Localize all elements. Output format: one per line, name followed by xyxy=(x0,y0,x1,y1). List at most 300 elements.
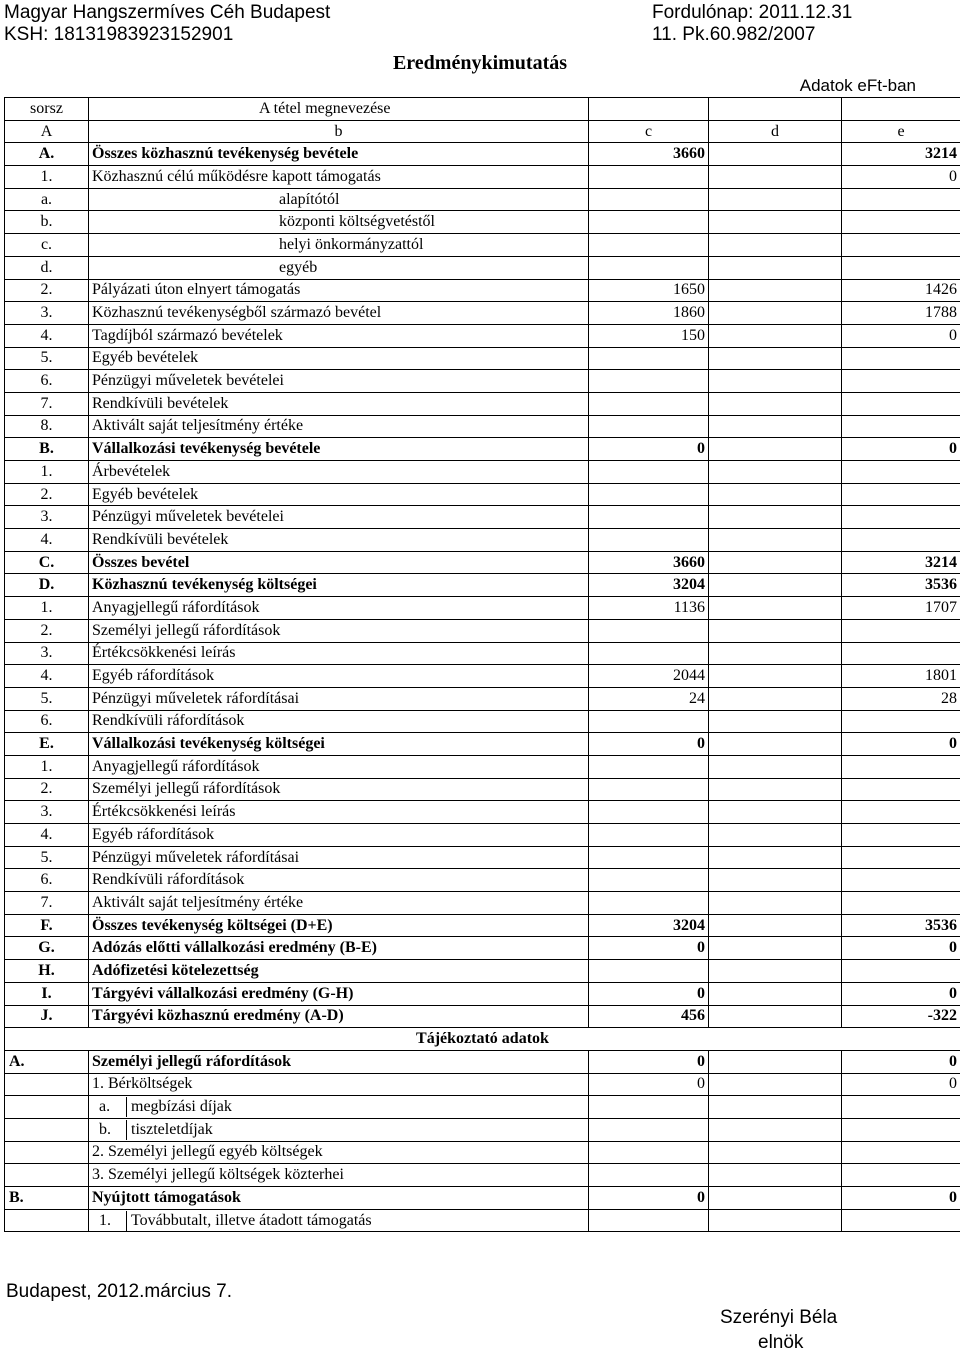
value-previous-year: 3204 xyxy=(589,574,709,597)
table-row xyxy=(5,687,960,710)
value-current-year xyxy=(842,710,960,733)
row-label: Anyagjellegű ráfordítások xyxy=(89,755,589,778)
value-current-year xyxy=(842,755,960,778)
value-previous-year xyxy=(589,529,709,552)
value-column-d xyxy=(709,846,842,869)
value-previous-year xyxy=(589,846,709,869)
table-row xyxy=(5,733,960,756)
value-column-d xyxy=(709,597,842,620)
value-previous-year xyxy=(589,461,709,484)
info-value-column-d xyxy=(709,1141,842,1164)
info-value-previous-year xyxy=(589,1096,709,1119)
table-row xyxy=(5,506,960,529)
value-current-year: -322 xyxy=(842,1005,960,1028)
info-row xyxy=(5,1050,960,1073)
value-previous-year: 1650 xyxy=(589,279,709,302)
row-number: G. xyxy=(5,937,89,960)
row-label: Összes közhasznú tevékenység bevétele xyxy=(89,143,589,166)
row-number: J. xyxy=(5,1005,89,1028)
value-previous-year xyxy=(589,619,709,642)
row-number: 5. xyxy=(5,846,89,869)
row-label: Egyéb ráfordítások xyxy=(89,665,589,688)
row-label: Pénzügyi műveletek ráfordításai xyxy=(89,846,589,869)
value-column-d xyxy=(709,914,842,937)
row-label: Egyéb bevételek xyxy=(89,483,589,506)
value-previous-year: 1860 xyxy=(589,302,709,325)
value-column-d xyxy=(709,256,842,279)
row-label: Rendkívüli bevételek xyxy=(89,392,589,415)
header-item-name: A tétel megnevezése xyxy=(89,98,589,121)
info-value-current-year xyxy=(842,1118,960,1141)
value-current-year xyxy=(842,869,960,892)
value-previous-year: 0 xyxy=(589,937,709,960)
info-section-title: Tájékoztató adatok xyxy=(5,1028,960,1051)
row-label: Összes bevétel xyxy=(89,551,589,574)
info-value-column-d xyxy=(709,1118,842,1141)
table-row xyxy=(5,302,960,325)
value-previous-year xyxy=(589,960,709,983)
info-value-column-d xyxy=(709,1187,842,1210)
value-current-year: 3214 xyxy=(842,551,960,574)
info-row-number xyxy=(5,1209,89,1232)
row-number: 2. xyxy=(5,619,89,642)
info-row-number xyxy=(5,1141,89,1164)
letter-d: d xyxy=(709,120,842,143)
value-current-year xyxy=(842,483,960,506)
value-column-d xyxy=(709,438,842,461)
info-row-sub-number: b. xyxy=(89,1120,127,1140)
row-label: Személyi jellegű ráfordítások xyxy=(89,619,589,642)
row-number: 7. xyxy=(5,392,89,415)
info-value-previous-year xyxy=(589,1141,709,1164)
info-row xyxy=(5,1209,960,1232)
value-column-d xyxy=(709,188,842,211)
table-row xyxy=(5,869,960,892)
table-row xyxy=(5,801,960,824)
value-current-year xyxy=(842,392,960,415)
value-column-d xyxy=(709,937,842,960)
value-previous-year xyxy=(589,869,709,892)
table-row xyxy=(5,392,960,415)
row-label: Közhasznú tevékenység költségei xyxy=(89,574,589,597)
value-current-year xyxy=(842,619,960,642)
value-current-year xyxy=(842,415,960,438)
table-row xyxy=(5,461,960,484)
value-current-year xyxy=(842,778,960,801)
info-row-label: 1. Bérköltségek xyxy=(89,1073,589,1096)
value-column-d xyxy=(709,733,842,756)
value-previous-year xyxy=(589,370,709,393)
value-column-d xyxy=(709,279,842,302)
value-previous-year: 1136 xyxy=(589,597,709,620)
info-row xyxy=(5,1187,960,1210)
info-row xyxy=(5,1164,960,1187)
letter-a: A xyxy=(5,120,89,143)
row-number: 5. xyxy=(5,687,89,710)
value-previous-year: 456 xyxy=(589,1005,709,1028)
value-current-year: 3536 xyxy=(842,574,960,597)
value-previous-year: 0 xyxy=(589,982,709,1005)
value-current-year xyxy=(842,347,960,370)
info-row xyxy=(5,1096,960,1119)
row-label: Tárgyévi vállalkozási eredmény (G-H) xyxy=(89,982,589,1005)
row-label: Összes tevékenység költségei (D+E) xyxy=(89,914,589,937)
row-label: helyi önkormányzattól xyxy=(89,234,589,257)
row-number: 7. xyxy=(5,892,89,915)
row-number: 3. xyxy=(5,302,89,325)
row-number: 2. xyxy=(5,778,89,801)
row-label: Rendkívüli ráfordítások xyxy=(89,710,589,733)
table-row xyxy=(5,234,960,257)
value-column-d xyxy=(709,392,842,415)
table-row xyxy=(5,665,960,688)
value-previous-year: 3660 xyxy=(589,551,709,574)
info-value-column-d xyxy=(709,1096,842,1119)
row-label: Tárgyévi közhasznú eredmény (A-D) xyxy=(89,1005,589,1028)
info-value-column-d xyxy=(709,1209,842,1232)
value-column-d xyxy=(709,687,842,710)
table-row xyxy=(5,846,960,869)
info-row-label xyxy=(89,1118,589,1141)
table-row xyxy=(5,982,960,1005)
row-number: 4. xyxy=(5,824,89,847)
table-row xyxy=(5,551,960,574)
row-number: 3. xyxy=(5,801,89,824)
row-number: c. xyxy=(5,234,89,257)
row-number: 1. xyxy=(5,166,89,189)
value-current-year xyxy=(842,642,960,665)
value-previous-year xyxy=(589,415,709,438)
row-label: Értékcsökkenési leírás xyxy=(89,642,589,665)
letter-e: e xyxy=(842,120,960,143)
row-number: d. xyxy=(5,256,89,279)
table-row xyxy=(5,279,960,302)
table-row xyxy=(5,483,960,506)
row-label: Személyi jellegű ráfordítások xyxy=(89,778,589,801)
row-label: Pénzügyi műveletek bevételei xyxy=(89,506,589,529)
row-number: b. xyxy=(5,211,89,234)
row-number: 1. xyxy=(5,755,89,778)
value-column-d xyxy=(709,143,842,166)
row-label: Pénzügyi műveletek ráfordításai xyxy=(89,687,589,710)
value-column-d xyxy=(709,551,842,574)
value-current-year xyxy=(842,960,960,983)
info-row-sub-label: tiszteletdíjak xyxy=(131,1120,213,1138)
row-label: Tagdíjból származó bevételek xyxy=(89,324,589,347)
value-column-d xyxy=(709,370,842,393)
info-row-number: A. xyxy=(5,1050,89,1073)
row-label: Aktivált saját teljesítmény értéke xyxy=(89,892,589,915)
value-column-d xyxy=(709,892,842,915)
document-title: Eredménykimutatás xyxy=(392,52,568,74)
table-row xyxy=(5,937,960,960)
value-column-d xyxy=(709,347,842,370)
value-column-d xyxy=(709,982,842,1005)
signer-role: elnök xyxy=(758,1332,804,1353)
value-current-year: 1788 xyxy=(842,302,960,325)
info-row-label: 2. Személyi jellegű egyéb költségek xyxy=(89,1141,589,1164)
value-previous-year xyxy=(589,234,709,257)
info-row-number xyxy=(5,1164,89,1187)
row-label: Adófizetési kötelezettség xyxy=(89,960,589,983)
value-column-d xyxy=(709,824,842,847)
row-number: 6. xyxy=(5,869,89,892)
info-value-current-year xyxy=(842,1164,960,1187)
registry-number: 11. Pk.60.982/2007 xyxy=(652,24,816,45)
value-column-d xyxy=(709,461,842,484)
info-row-sub-number: 1. xyxy=(89,1211,127,1231)
table-row xyxy=(5,960,960,983)
value-current-year xyxy=(842,234,960,257)
table-row xyxy=(5,710,960,733)
value-current-year: 0 xyxy=(842,733,960,756)
letter-b: b xyxy=(89,120,589,143)
value-current-year: 28 xyxy=(842,687,960,710)
value-column-d xyxy=(709,755,842,778)
value-previous-year xyxy=(589,506,709,529)
info-value-previous-year xyxy=(589,1164,709,1187)
value-previous-year xyxy=(589,801,709,824)
row-number: 2. xyxy=(5,279,89,302)
value-current-year: 0 xyxy=(842,438,960,461)
row-label: Egyéb bevételek xyxy=(89,347,589,370)
info-value-current-year xyxy=(842,1096,960,1119)
value-column-d xyxy=(709,166,842,189)
table-row xyxy=(5,619,960,642)
info-row-sub-number: a. xyxy=(89,1097,127,1117)
value-column-d xyxy=(709,801,842,824)
info-value-current-year: 0 xyxy=(842,1050,960,1073)
value-column-d xyxy=(709,869,842,892)
value-previous-year xyxy=(589,392,709,415)
info-title-row xyxy=(5,1028,960,1051)
value-column-d xyxy=(709,574,842,597)
value-previous-year: 3660 xyxy=(589,143,709,166)
info-row xyxy=(5,1073,960,1096)
value-previous-year xyxy=(589,188,709,211)
table-row xyxy=(5,597,960,620)
unit-note: Adatok eFt-ban xyxy=(799,76,916,95)
row-number: H. xyxy=(5,960,89,983)
table-row xyxy=(5,324,960,347)
table-row xyxy=(5,256,960,279)
value-current-year xyxy=(842,506,960,529)
table-row xyxy=(5,415,960,438)
value-previous-year: 0 xyxy=(589,438,709,461)
row-number: 3. xyxy=(5,506,89,529)
row-number: 4. xyxy=(5,324,89,347)
value-current-year xyxy=(842,801,960,824)
row-label: Pályázati úton elnyert támogatás xyxy=(89,279,589,302)
row-number: 8. xyxy=(5,415,89,438)
value-current-year: 1707 xyxy=(842,597,960,620)
row-label: Közhasznú tevékenységből származó bevétel xyxy=(89,302,589,325)
row-number: B. xyxy=(5,438,89,461)
info-value-previous-year: 0 xyxy=(589,1073,709,1096)
table-row xyxy=(5,574,960,597)
table-row xyxy=(5,347,960,370)
info-row-sub-label: megbízási díjak xyxy=(131,1098,232,1116)
value-column-d xyxy=(709,665,842,688)
value-column-d xyxy=(709,415,842,438)
value-previous-year: 3204 xyxy=(589,914,709,937)
row-number: 3. xyxy=(5,642,89,665)
info-value-previous-year: 0 xyxy=(589,1050,709,1073)
value-previous-year xyxy=(589,778,709,801)
row-number: D. xyxy=(5,574,89,597)
value-column-d xyxy=(709,211,842,234)
table-row xyxy=(5,642,960,665)
row-number: 4. xyxy=(5,665,89,688)
row-label: Közhasznú célú működésre kapott támogatás xyxy=(89,166,589,189)
value-previous-year xyxy=(589,166,709,189)
row-number: 1. xyxy=(5,597,89,620)
header-sorsz: sorsz xyxy=(5,98,89,121)
value-column-d xyxy=(709,960,842,983)
value-previous-year xyxy=(589,755,709,778)
value-current-year: 0 xyxy=(842,982,960,1005)
value-column-d xyxy=(709,529,842,552)
value-column-d xyxy=(709,483,842,506)
column-header-row xyxy=(5,98,960,121)
info-value-current-year xyxy=(842,1141,960,1164)
value-current-year xyxy=(842,211,960,234)
value-current-year xyxy=(842,846,960,869)
info-row-label: Nyújtott támogatások xyxy=(89,1187,589,1210)
table-row xyxy=(5,824,960,847)
table-row xyxy=(5,143,960,166)
info-row-number xyxy=(5,1073,89,1096)
tax-id: KSH: 18131983923152901 xyxy=(4,24,234,45)
info-row xyxy=(5,1141,960,1164)
value-current-year: 0 xyxy=(842,937,960,960)
row-label: Rendkívüli ráfordítások xyxy=(89,869,589,892)
value-previous-year xyxy=(589,347,709,370)
info-row-label: 3. Személyi jellegű költségek közterhei xyxy=(89,1164,589,1187)
row-number: 5. xyxy=(5,347,89,370)
value-previous-year xyxy=(589,710,709,733)
row-number: F. xyxy=(5,914,89,937)
value-current-year xyxy=(842,529,960,552)
value-previous-year xyxy=(589,892,709,915)
value-column-d xyxy=(709,642,842,665)
table-row xyxy=(5,755,960,778)
row-number: 1. xyxy=(5,461,89,484)
info-row-number: B. xyxy=(5,1187,89,1210)
value-current-year xyxy=(842,824,960,847)
value-previous-year xyxy=(589,483,709,506)
row-number: a. xyxy=(5,188,89,211)
value-current-year: 0 xyxy=(842,324,960,347)
row-label: Aktivált saját teljesítmény értéke xyxy=(89,415,589,438)
value-current-year xyxy=(842,892,960,915)
place-and-date: Budapest, 2012.március 7. xyxy=(6,1281,233,1302)
info-row-label: Személyi jellegű ráfordítások xyxy=(89,1050,589,1073)
row-label: központi költségvetéstől xyxy=(89,211,589,234)
row-number: E. xyxy=(5,733,89,756)
reporting-date: Fordulónap: 2011.12.31 xyxy=(652,2,853,23)
value-current-year xyxy=(842,461,960,484)
value-column-d xyxy=(709,234,842,257)
info-row xyxy=(5,1118,960,1141)
info-row-sub-label: Továbbutalt, illetve átadott támogatás xyxy=(131,1211,372,1229)
value-column-d xyxy=(709,324,842,347)
info-value-current-year xyxy=(842,1209,960,1232)
organization-name: Magyar Hangszermíves Céh Budapest xyxy=(4,2,331,23)
column-letter-row xyxy=(5,120,960,143)
table-row xyxy=(5,370,960,393)
value-current-year xyxy=(842,188,960,211)
info-value-current-year: 0 xyxy=(842,1073,960,1096)
row-number: C. xyxy=(5,551,89,574)
row-number: I. xyxy=(5,982,89,1005)
info-value-column-d xyxy=(709,1050,842,1073)
table-row xyxy=(5,914,960,937)
value-current-year: 1801 xyxy=(842,665,960,688)
row-number: 6. xyxy=(5,370,89,393)
row-label: Anyagjellegű ráfordítások xyxy=(89,597,589,620)
row-label: Értékcsökkenési leírás xyxy=(89,801,589,824)
info-row-label xyxy=(89,1209,589,1232)
table-row xyxy=(5,529,960,552)
value-previous-year: 150 xyxy=(589,324,709,347)
value-previous-year xyxy=(589,211,709,234)
info-value-previous-year xyxy=(589,1118,709,1141)
row-number: 4. xyxy=(5,529,89,552)
info-row-label xyxy=(89,1096,589,1119)
value-current-year xyxy=(842,370,960,393)
table-row xyxy=(5,188,960,211)
row-number: 6. xyxy=(5,710,89,733)
table-row xyxy=(5,892,960,915)
info-value-previous-year xyxy=(589,1209,709,1232)
row-number: A. xyxy=(5,143,89,166)
value-current-year: 3214 xyxy=(842,143,960,166)
value-previous-year: 24 xyxy=(589,687,709,710)
value-previous-year xyxy=(589,642,709,665)
row-label: Vállalkozási tevékenység bevétele xyxy=(89,438,589,461)
table-row xyxy=(5,211,960,234)
info-value-current-year: 0 xyxy=(842,1187,960,1210)
table-row xyxy=(5,166,960,189)
value-previous-year xyxy=(589,256,709,279)
row-label: alapítótól xyxy=(89,188,589,211)
value-column-d xyxy=(709,506,842,529)
value-column-d xyxy=(709,710,842,733)
value-previous-year: 0 xyxy=(589,733,709,756)
value-current-year: 0 xyxy=(842,166,960,189)
info-row-number xyxy=(5,1096,89,1119)
value-previous-year xyxy=(589,824,709,847)
table-row xyxy=(5,778,960,801)
row-label: Pénzügyi műveletek bevételei xyxy=(89,370,589,393)
letter-c: c xyxy=(589,120,709,143)
info-value-column-d xyxy=(709,1073,842,1096)
info-value-column-d xyxy=(709,1164,842,1187)
row-label: Adózás előtti vállalkozási eredmény (B-E) xyxy=(89,937,589,960)
value-column-d xyxy=(709,778,842,801)
value-column-d xyxy=(709,302,842,325)
table-row xyxy=(5,1005,960,1028)
value-current-year: 3536 xyxy=(842,914,960,937)
income-statement-table xyxy=(4,97,960,1232)
row-number: 2. xyxy=(5,483,89,506)
row-label: Rendkívüli bevételek xyxy=(89,529,589,552)
info-row-number xyxy=(5,1118,89,1141)
value-current-year: 1426 xyxy=(842,279,960,302)
value-current-year xyxy=(842,256,960,279)
value-column-d xyxy=(709,619,842,642)
